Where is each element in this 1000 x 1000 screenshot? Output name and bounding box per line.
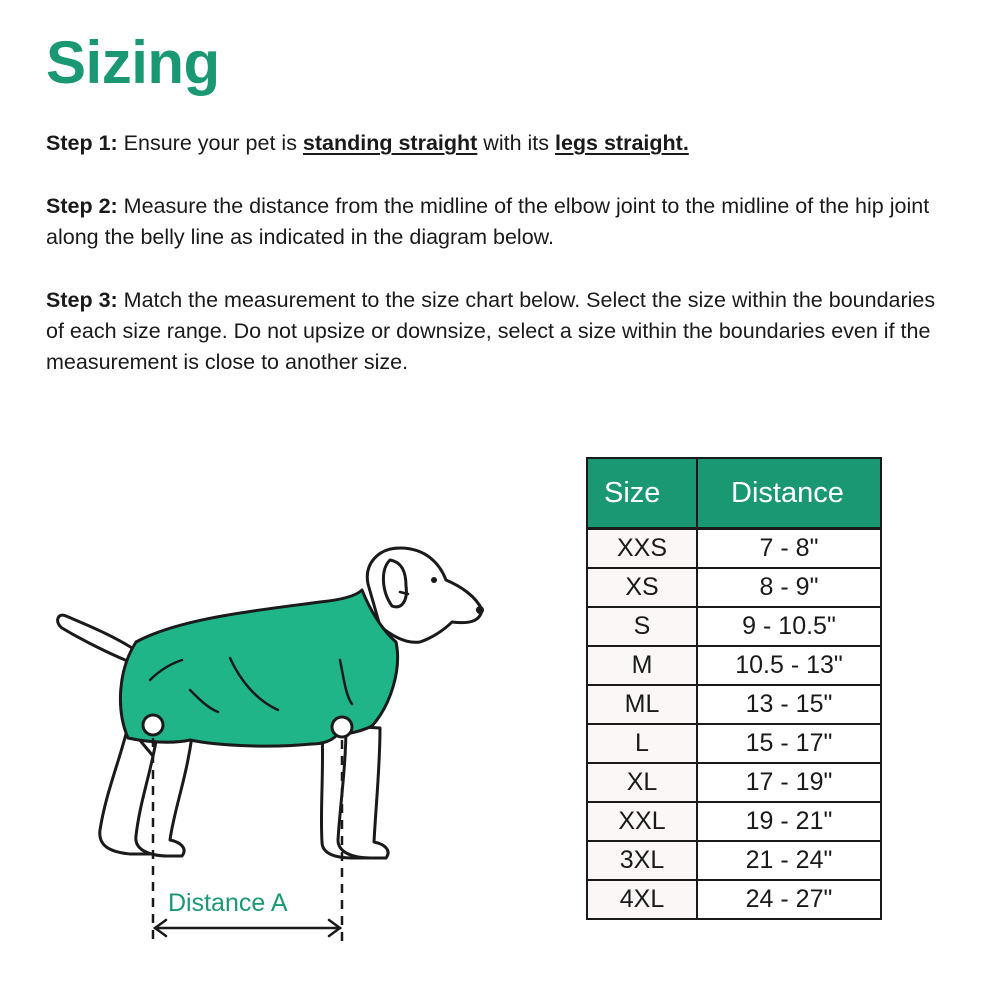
distance-cell: 13 - 15" (697, 685, 881, 724)
dog-ear (383, 560, 406, 607)
step-3-instruction (46, 285, 956, 378)
size-cell: XS (587, 568, 697, 607)
distance-cell: 15 - 17" (697, 724, 881, 763)
dog-measurement-diagram (40, 530, 510, 960)
distance-cell: 9 - 10.5" (697, 607, 881, 646)
size-cell: XXL (587, 802, 697, 841)
distance-cell: 17 - 19" (697, 763, 881, 802)
size-cell: S (587, 607, 697, 646)
distance-a-label: Distance A (168, 889, 288, 917)
step-2-label: Step 2: (46, 194, 118, 218)
size-cell: XXS (587, 529, 697, 569)
table-row (587, 529, 881, 569)
table-row (587, 607, 881, 646)
dog-nose (476, 606, 484, 614)
dog-front-leg-front (338, 726, 388, 858)
hip-joint-marker (143, 715, 163, 735)
distance-column-header: Distance (697, 458, 881, 529)
step-3-label: Step 3: (46, 288, 118, 312)
table-row (587, 685, 881, 724)
size-column-header: Size (587, 458, 697, 529)
elbow-joint-marker (332, 717, 352, 737)
step-1-label: Step 1: (46, 131, 118, 155)
step-1-text-b: with its (477, 131, 555, 155)
distance-cell: 24 - 27" (697, 880, 881, 919)
distance-cell: 21 - 24" (697, 841, 881, 880)
dog-tail (58, 615, 132, 662)
distance-cell: 7 - 8" (697, 529, 881, 569)
distance-arrow (155, 920, 340, 936)
step-1-emphasis-standing: standing straight (302, 131, 478, 155)
table-row (587, 802, 881, 841)
size-cell: XL (587, 763, 697, 802)
step-2-instruction (46, 191, 956, 253)
table-row (587, 724, 881, 763)
size-cell: ML (587, 685, 697, 724)
step-2-text: Measure the distance from the midline of the elbow joint to the midline of the hip joint along the belly line as indicated in the diagram below. (46, 194, 930, 249)
distance-cell: 19 - 21" (697, 802, 881, 841)
size-cell: 3XL (587, 841, 697, 880)
step-1-emphasis-legs: legs straight. (554, 131, 689, 155)
step-1-text-a: Ensure your pet is (117, 131, 303, 155)
page-title: Sizing (46, 29, 220, 96)
size-cell: M (587, 646, 697, 685)
size-chart-table (586, 457, 882, 920)
table-row (587, 568, 881, 607)
step-1-instruction (46, 128, 956, 159)
table-row (587, 841, 881, 880)
table-row (587, 880, 881, 919)
step-3-text: Match the measurement to the size chart below. Select the size within the boundaries of each size range. Do not upsize or downsize, select a size within the boundaries even if the measurement is close to another size. (46, 288, 936, 374)
size-cell: L (587, 724, 697, 763)
distance-cell: 8 - 9" (697, 568, 881, 607)
distance-cell: 10.5 - 13" (697, 646, 881, 685)
table-row (587, 646, 881, 685)
dog-eye (431, 577, 437, 583)
size-cell: 4XL (587, 880, 697, 919)
table-header-row (587, 458, 881, 529)
table-row (587, 763, 881, 802)
